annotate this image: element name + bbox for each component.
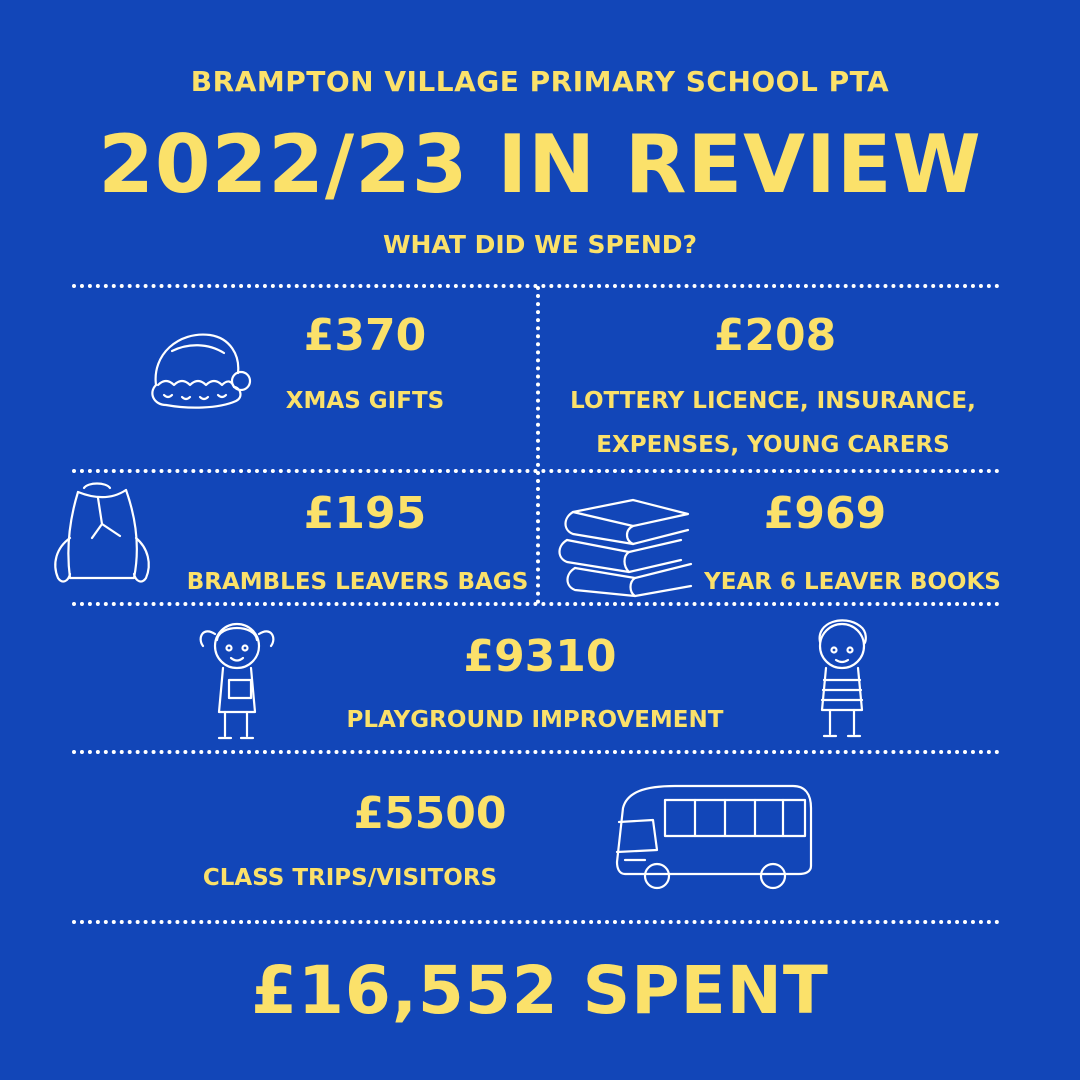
leavers-bags-amount: £195 <box>303 488 427 539</box>
coach-bus-icon <box>605 778 820 896</box>
subheading: WHAT DID WE SPEND? <box>382 230 698 259</box>
divider-row3 <box>72 750 1000 754</box>
leavers-bags-label: BRAMBLES LEAVERS BAGS <box>186 569 529 595</box>
girl-icon <box>195 612 280 747</box>
boy-icon <box>800 612 885 747</box>
class-trips-amount: £5500 <box>353 788 507 839</box>
playground-amount: £9310 <box>463 631 617 682</box>
organisation-name: BRAMPTON VILLAGE PRIMARY SCHOOL PTA <box>190 65 890 98</box>
xmas-gifts-label: XMAS GIFTS <box>285 388 445 414</box>
santa-hat-icon <box>148 325 263 420</box>
admin-costs-label-line1: LOTTERY LICENCE, INSURANCE, <box>570 388 976 414</box>
leaver-books-label: YEAR 6 LEAVER BOOKS <box>704 569 1001 595</box>
book-stack-icon <box>553 492 703 597</box>
drawstring-bag-icon <box>48 478 173 593</box>
leaver-books-amount: £969 <box>763 488 887 539</box>
admin-costs-label-line2: EXPENSES, YOUNG CARERS <box>596 432 950 458</box>
divider-vertical <box>536 286 540 604</box>
class-trips-label: CLASS TRIPS/VISITORS <box>202 865 498 891</box>
total-spent: £16,552 SPENT <box>251 952 829 1029</box>
xmas-gifts-amount: £370 <box>303 310 427 361</box>
admin-costs-amount: £208 <box>713 310 837 361</box>
divider-bottom <box>72 920 1000 924</box>
headline: 2022/23 IN REVIEW <box>98 118 982 211</box>
playground-label: PLAYGROUND IMPROVEMENT <box>346 707 724 733</box>
